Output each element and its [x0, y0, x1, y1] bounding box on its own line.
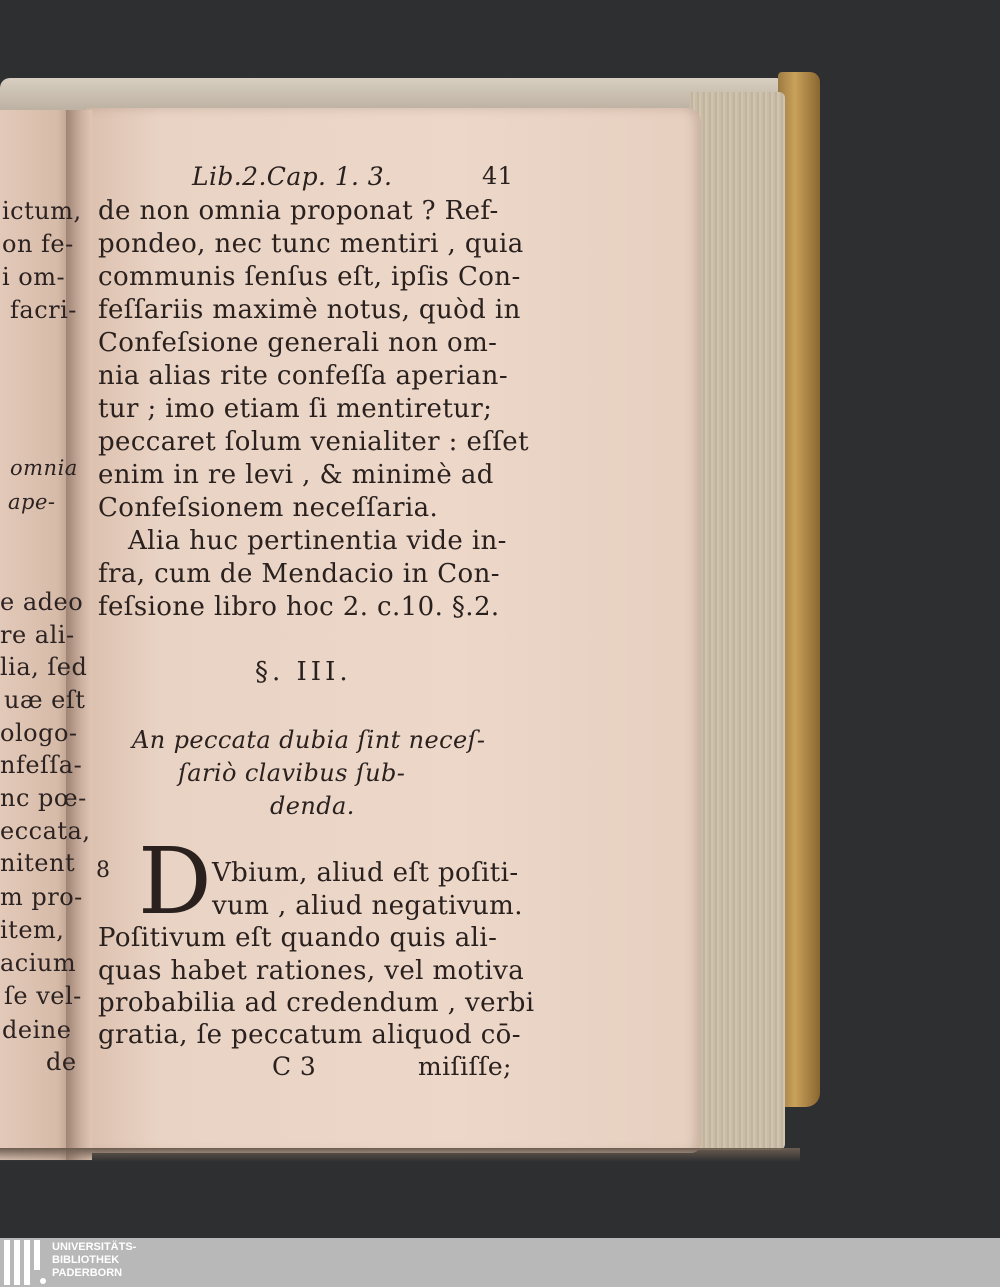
text-line: vum , aliud negativum. — [212, 891, 523, 921]
catchword: miſiſſe; — [418, 1052, 512, 1081]
left-fragment: ologo- — [0, 719, 78, 747]
left-fragment: on fe- — [2, 230, 74, 258]
left-fragment: ape- — [8, 490, 56, 514]
left-fragment: deine — [2, 1016, 72, 1044]
left-fragment: re ali- — [0, 621, 75, 649]
text-line: nia alias rite confeſſa aperian- — [98, 361, 508, 391]
text-line: Poſitivum eſt quando quis ali- — [98, 923, 498, 953]
library-name-line: PADERBORN — [52, 1267, 123, 1279]
text-line: peccaret ſolum venialiter : eſſet — [98, 427, 529, 457]
text-line: fra, cum de Mendacio in Con- — [98, 559, 500, 589]
text-line: de non omnia proponat ? Ref- — [98, 196, 499, 226]
left-fragment: de — [46, 1048, 77, 1076]
text-line: communis ſenſus eſt, ipſis Con- — [98, 262, 521, 292]
library-footer — [0, 1238, 1000, 1287]
text-line: feſſariis maximè notus, quòd in — [98, 295, 521, 325]
left-fragment: lia, ſed — [0, 653, 88, 681]
text-line: Vbium, aliud eſt poſiti- — [212, 858, 519, 888]
left-fragment: ſe vel- — [4, 982, 82, 1010]
page-shadow — [0, 1148, 800, 1162]
left-fragment: nitent — [0, 849, 76, 877]
left-fragment: uæ eſt — [4, 686, 86, 714]
section-title-line: An peccata dubia ſint neceſ- — [132, 726, 486, 754]
left-fragment: ictum, — [2, 197, 82, 225]
book-fore-edge — [690, 92, 785, 1150]
left-fragment: nfeſſa- — [0, 751, 83, 779]
left-fragment: e adeo — [0, 588, 84, 616]
text-line: probabilia ad credendum , verbi — [98, 988, 535, 1018]
left-fragment: acium — [0, 949, 77, 977]
text-line: tur ; imo etiam ſi mentiretur; — [98, 394, 493, 424]
text-line: Alia huc pertinentia vide in- — [128, 526, 507, 556]
library-logo-icon — [2, 1240, 46, 1285]
text-line: enim in re levi , & minimè ad — [98, 460, 494, 490]
left-page-text — [0, 110, 91, 1160]
running-header: Lib.2.Cap. 1. 3. — [192, 162, 393, 191]
left-fragment: omnia — [10, 456, 78, 480]
library-name — [52, 1241, 136, 1280]
text-line: feſsione libro hoc 2. c.10. §.2. — [98, 592, 500, 622]
library-name-line: BIBLIOTHEK — [52, 1254, 120, 1266]
margin-number: 8 — [96, 858, 111, 883]
left-fragment: facri- — [10, 296, 77, 324]
section-heading: §. III. — [255, 657, 352, 687]
section-title-line: ſariò clavibus ſub- — [178, 759, 406, 787]
left-fragment: m pro- — [0, 883, 83, 911]
left-fragment: item, — [0, 916, 65, 944]
left-fragment: i om- — [2, 263, 66, 291]
section-title-line: denda. — [270, 792, 355, 820]
text-line: Confeſsionem neceſſaria. — [98, 493, 439, 523]
text-line: gratia, ſe peccatum aliquod cō- — [98, 1020, 521, 1050]
library-name-line: UNIVERSITÄTS- — [52, 1241, 137, 1253]
page-number: 41 — [482, 162, 514, 190]
text-line: pondeo, nec tunc mentiri , quia — [98, 229, 524, 259]
left-fragment: nc pœ- — [0, 784, 87, 812]
drop-cap: D — [138, 828, 212, 935]
left-fragment: eccata, — [0, 817, 91, 845]
signature-mark: C 3 — [272, 1052, 317, 1081]
text-line: quas habet rationes, vel motiva — [98, 956, 525, 986]
text-line: Confeſsione generali non om- — [98, 328, 498, 358]
